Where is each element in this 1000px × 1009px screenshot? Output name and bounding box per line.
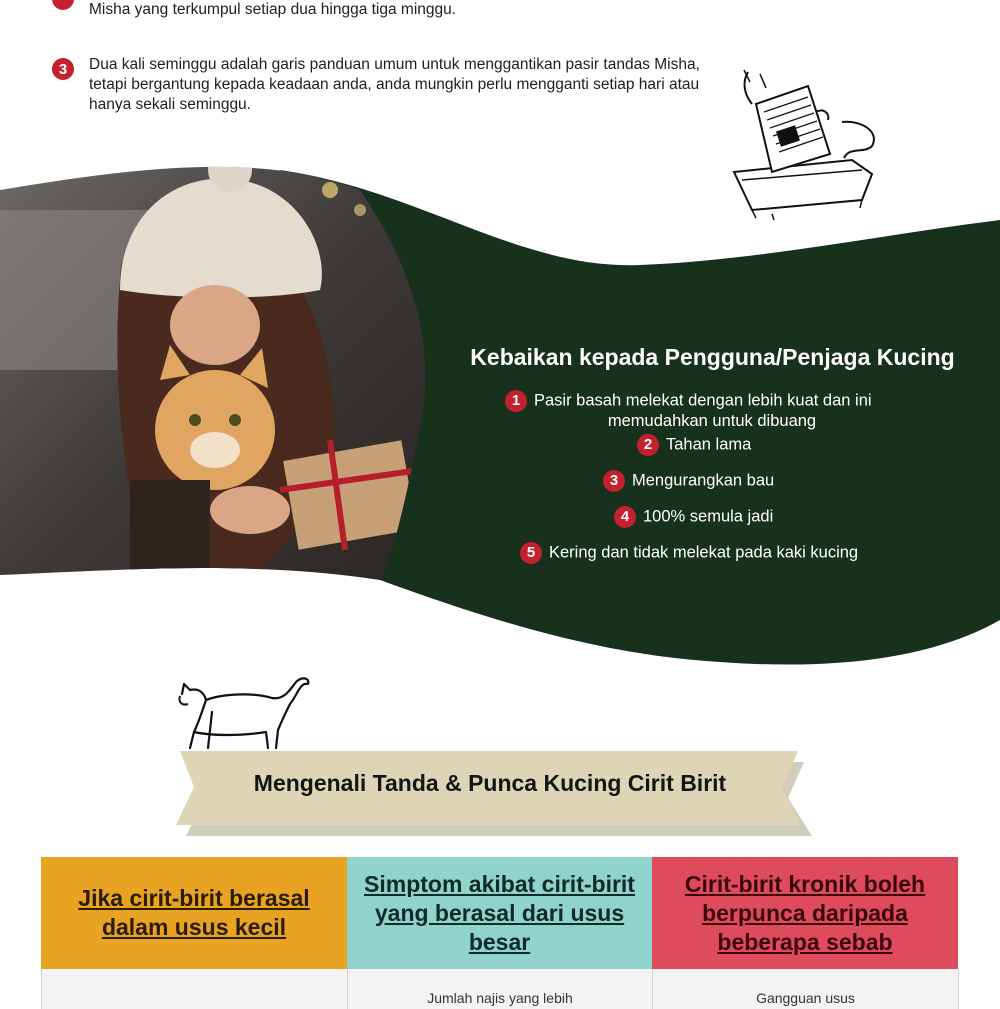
benefit-1-text-line2: memudahkan untuk dibuang <box>607 412 817 430</box>
benefit-1-number-badge: 1 <box>505 390 527 412</box>
column-2-body-text: Jumlah najis yang lebih <box>427 990 573 1006</box>
column-2-title-line1: Simptom akibat cirit-birit <box>364 870 635 897</box>
step-2-number-badge <box>52 0 74 10</box>
column-2-body <box>347 969 653 1009</box>
walking-cat-icon <box>172 672 317 754</box>
benefit-item-2 <box>637 434 751 456</box>
benefit-2-number-badge: 2 <box>637 434 659 456</box>
benefit-item-5 <box>520 542 858 564</box>
woman-with-cat-photo <box>0 150 440 590</box>
column-3-title-line1: Cirit-birit kronik boleh <box>684 870 926 897</box>
benefit-item-4 <box>614 506 773 528</box>
benefit-item-3 <box>603 470 774 492</box>
column-1-body <box>41 969 348 1009</box>
benefit-1-text-line1: Pasir basah melekat dengan lebih kuat dan ini <box>534 391 872 410</box>
step-2-text: Misha yang terkumpul setiap dua hingga tiga minggu. <box>89 1 457 18</box>
column-chronic-header <box>652 857 958 969</box>
column-small-intestine-header <box>41 857 347 969</box>
column-1-title-line2: dalam usus kecil <box>101 914 287 940</box>
benefit-5-text: Kering dan tidak melekat pada kaki kucing <box>549 543 859 562</box>
column-large-intestine-header <box>347 857 652 969</box>
benefit-3-text: Mengurangkan bau <box>632 471 775 490</box>
benefit-5-number-badge: 5 <box>520 542 542 564</box>
column-2-title-line2: yang berasal dari usus <box>374 899 625 926</box>
column-2-title-line3: besar <box>468 928 531 955</box>
benefit-item-1 <box>505 390 925 412</box>
section-banner-title: Mengenali Tanda & Punca Kucing Cirit Birit <box>253 770 727 796</box>
benefits-title: Kebaikan kepada Pengguna/Penjaga Kucing <box>470 344 955 370</box>
column-3-body <box>652 969 959 1009</box>
benefit-item-1-cont <box>505 411 919 431</box>
column-3-body-text: Gangguan usus <box>756 990 855 1006</box>
benefit-4-text: 100% semula jadi <box>643 507 774 526</box>
column-3-title-line3: beberapa sebab <box>717 928 893 955</box>
column-3-title-line2: berpunca daripada <box>702 899 908 926</box>
benefit-4-number-badge: 4 <box>614 506 636 528</box>
step-3-number-badge: 3 <box>52 58 74 80</box>
column-1-title-line1: Jika cirit-birit berasal <box>78 885 310 911</box>
benefit-2-text: Tahan lama <box>666 435 752 454</box>
step-3-text: Dua kali seminggu adalah garis panduan umum untuk menggantikan pasir tandas Misha, tetapi bergantung kepada keadaan anda, anda mungkin perlu mengganti setiap hari atau hanya sekali seminggu. <box>89 56 700 113</box>
benefit-3-number-badge: 3 <box>603 470 625 492</box>
